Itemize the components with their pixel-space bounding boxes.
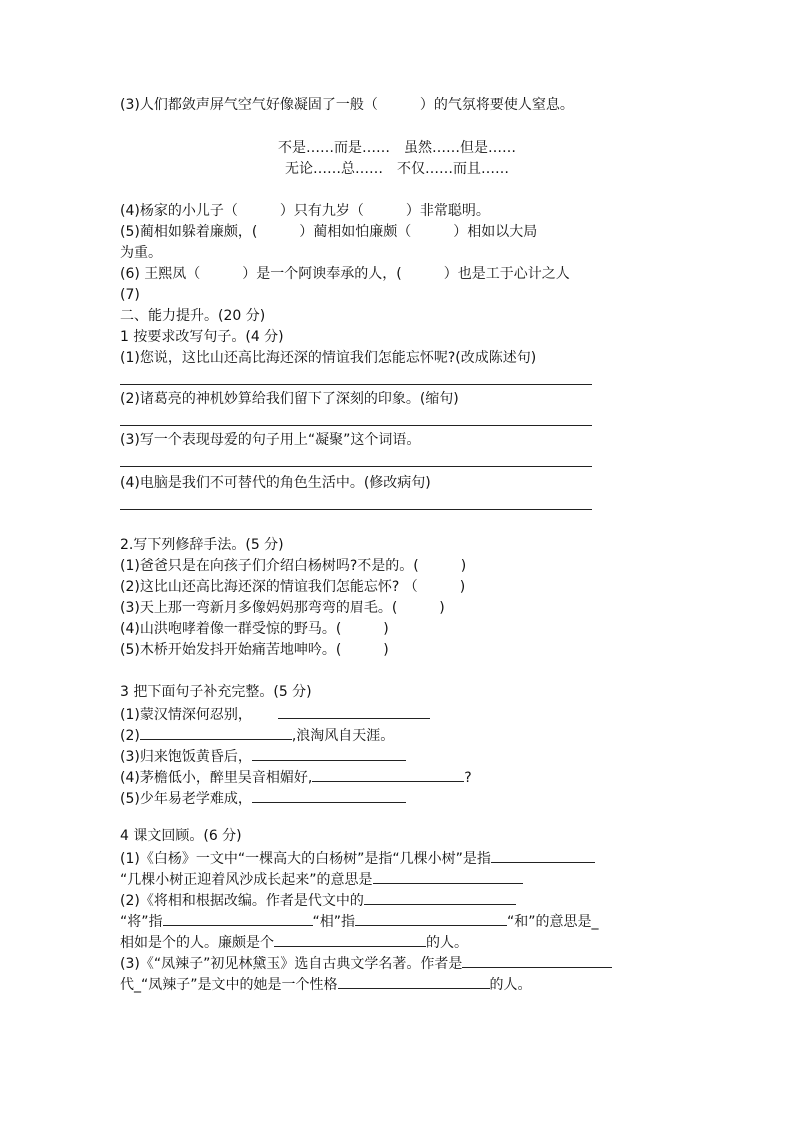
q4-blank-7[interactable]: [338, 974, 490, 989]
q2-sentence-2: (2)这比山还高比海还深的情谊我们怎能忘怀? （ ): [120, 579, 466, 595]
q3-line-2-prefix: (2): [120, 728, 140, 744]
q4-blank-4b[interactable]: [355, 911, 507, 926]
q2-sentence-1: (1)爸爸只是在向孩子们介绍白杨树吗?不是的。( ): [120, 558, 467, 574]
q1-sentence-3: (3)写一个表现母爱的句子用上“凝聚”这个词语。: [120, 432, 421, 448]
q4-blank-3[interactable]: [364, 890, 516, 905]
q3-blank-3[interactable]: [252, 746, 406, 761]
q4-line-1: [120, 848, 595, 868]
q3-line-2: [120, 725, 394, 745]
q4-title: 4 课文回顾。(6 分): [120, 828, 242, 844]
q1-answer-line-1[interactable]: [120, 384, 592, 385]
q4-line-4-text-a: “将”指: [120, 914, 163, 930]
q4-line-4-text-b: “相”指: [312, 914, 356, 930]
q3-line-1-text: (1)蒙汉情深何忍别，: [120, 707, 252, 723]
q1-answer-line-4[interactable]: [120, 509, 592, 510]
item-7-text: (7): [120, 287, 140, 303]
q4-blank-5[interactable]: [274, 932, 426, 947]
q3-line-1: [120, 704, 430, 724]
q3-line-4-end: ?: [464, 770, 472, 786]
q3-line-5-text: (5)少年易老学难成，: [120, 791, 252, 807]
item-6-text: (6) 王熙凤（ ）是一个阿谀奉承的人，( ）也是工于心计之人: [120, 266, 570, 282]
q4-line-7: [120, 974, 532, 994]
q3-blank-5[interactable]: [252, 788, 406, 803]
q4-line-2: [120, 869, 523, 889]
q3-blank-1[interactable]: [278, 704, 430, 719]
q3-line-5: [120, 788, 406, 808]
q4-line-7-text-b: 的人。: [489, 977, 532, 993]
q2-sentence-4: (4)山洪咆哮着像一群受惊的野马。( ): [120, 621, 389, 637]
q4-line-6-text: (3)《“凤辣子”初见林黛玉》选自古典文学名著。作者是: [120, 956, 463, 972]
question-3-text: (3)人们都敛声屏气空气好像凝固了一般（ ）的气氛将要使人窒息。: [120, 97, 574, 113]
q4-blank-6[interactable]: [462, 953, 612, 968]
q3-line-4-text: (4)茅檐低小，醉里吴音相媚好,: [120, 770, 313, 786]
q3-line-2-text: ,浪淘风自天涯。: [291, 728, 395, 744]
q2-sentence-5: (5)木桥开始发抖开始痛苦地呻吟。( ): [120, 642, 389, 658]
conjunction-options-row-1: 不是……而是…… 虽然……但是……: [278, 140, 516, 156]
q4-blank-4a[interactable]: [163, 911, 313, 926]
q3-line-3: [120, 746, 406, 766]
q3-title: 3 把下面句子补充完整。(5 分): [120, 684, 312, 700]
q4-line-3: [120, 890, 516, 910]
q2-title: 2.写下列修辞手法。(5 分): [120, 537, 284, 553]
q4-line-5: [120, 932, 468, 952]
q1-sentence-2: (2)诸葛亮的神机妙算给我们留下了深刻的印象。(缩句): [120, 391, 459, 407]
q4-line-1-text: (1)《白杨》一文中“一棵高大的白杨树”是指“几棵小树”是指: [120, 851, 491, 867]
conjunction-options-row-2: 无论……总…… 不仅……而且……: [285, 161, 509, 177]
q1-title: 1 按要求改写句子。(4 分): [120, 329, 284, 345]
item-4-text: (4)杨家的小儿子（ ）只有九岁（ ）非常聪明。: [120, 203, 490, 219]
q1-answer-line-3[interactable]: [120, 466, 592, 467]
q4-line-4-text-c: “和”的意思是_: [507, 914, 599, 930]
q1-answer-line-2[interactable]: [120, 425, 592, 426]
q2-sentence-3: (3)天上那一弯新月多像妈妈那弯弯的眉毛。( ): [120, 600, 445, 616]
q4-line-4: [120, 911, 599, 931]
q4-line-5-text-b: 的人。: [426, 935, 468, 951]
item-5-text-line1: (5)蔺相如躲着廉颇，( ）蔺相如怕廉颇（ ）相如以大局: [120, 224, 538, 240]
q4-line-7-text-a: 代_“凤辣子”是文中的她是一个性格: [120, 977, 338, 993]
q4-line-3-text: (2)《将相和根据改编。作者是代文中的: [120, 893, 364, 909]
q4-blank-1[interactable]: [491, 848, 595, 863]
q4-blank-2[interactable]: [373, 869, 523, 884]
q3-blank-2[interactable]: [140, 725, 292, 740]
section-2-title: 二、能力提升。(20 分): [120, 308, 266, 324]
q4-line-2-text: “几棵小树正迎着风沙成长起来”的意思是: [120, 872, 373, 888]
q3-blank-4[interactable]: [312, 767, 464, 782]
q1-sentence-4: (4)电脑是我们不可替代的角色生活中。(修改病句): [120, 475, 431, 491]
q3-line-4: [120, 767, 472, 787]
q1-sentence-1: (1)您说，这比山还高比海还深的情谊我们怎能忘怀呢?(改成陈述句): [120, 350, 537, 366]
q3-line-3-text: (3)归来饱饭黄昏后，: [120, 749, 252, 765]
q4-line-6: [120, 953, 612, 973]
q4-line-5-text-a: 相如是个的人。廉颇是个: [120, 935, 274, 951]
item-5-text-line2: 为重。: [120, 245, 162, 261]
